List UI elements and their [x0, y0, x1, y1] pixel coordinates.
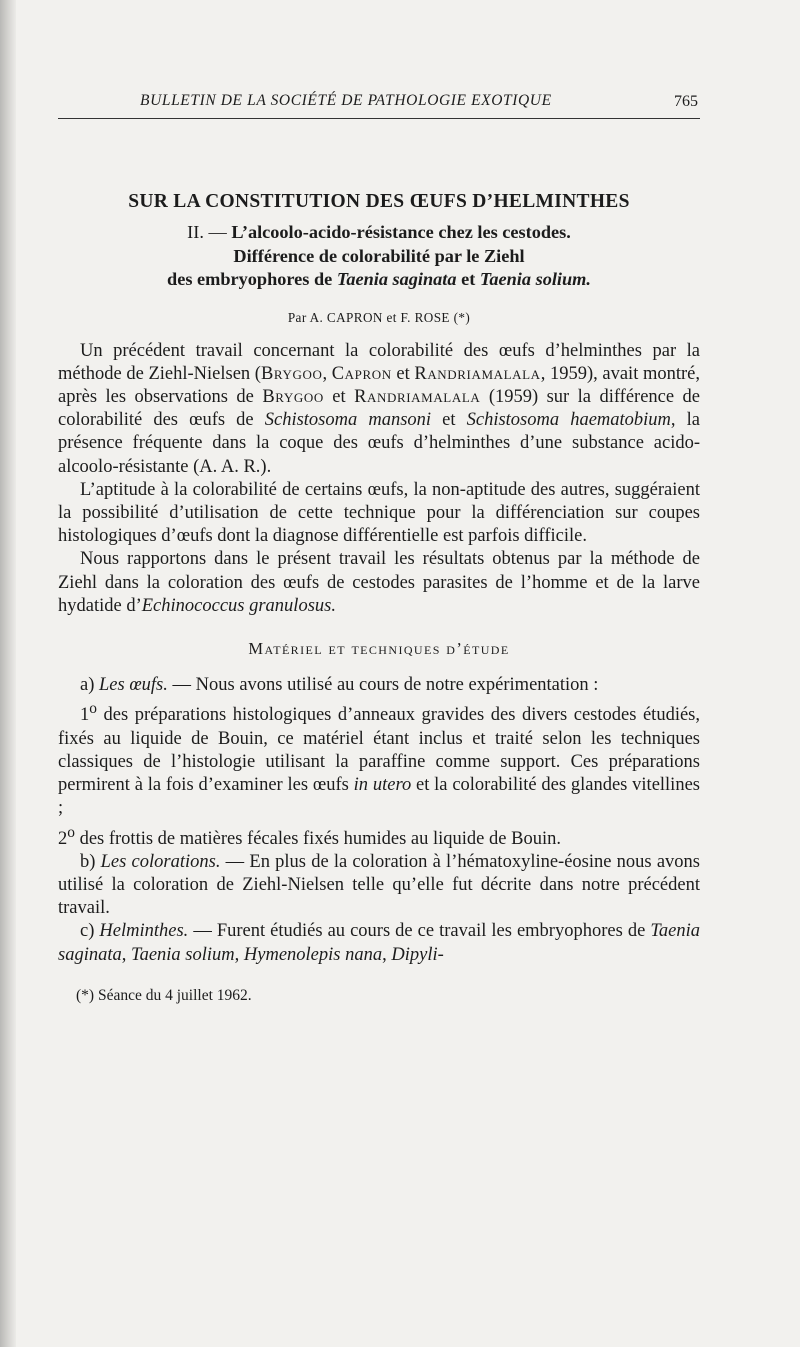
item-label: c) — [80, 921, 95, 942]
cited-author: Brygoo — [262, 386, 324, 407]
author-footnote-mark: (*) — [453, 309, 471, 325]
paragraph-eggs — [58, 674, 700, 697]
ordinal-suffix: o — [89, 700, 97, 718]
ordinal-number: 2 — [58, 828, 68, 849]
article-body — [58, 340, 700, 967]
footnote-mark: (*) — [76, 986, 95, 1004]
subtitle-conjunction: et — [461, 269, 476, 289]
text-run: Nous rapportons dans le présent travail les résultats obtenus par la méthode de Ziehl dans la coloration des œufs de cestodes parasites de l’homme et de la larve hydatide d’ — [58, 549, 700, 616]
species-name: Hymenolepis nana — [243, 944, 383, 965]
species-name: Dipyli- — [391, 944, 444, 965]
text-run: — Nous avons utilisé au cours de notre expérimentation : — [167, 675, 599, 696]
subtitle-line-2: Différence de colorabilité par le Ziehl — [233, 245, 525, 266]
text-run: , — [382, 944, 392, 965]
item-label: b) — [80, 851, 96, 872]
paragraph-stains — [58, 851, 700, 921]
cited-author: Capron — [331, 363, 392, 384]
page-number: 765 — [674, 93, 698, 110]
footnote — [58, 987, 700, 1005]
item-label: a) — [80, 675, 95, 696]
author-names: A. CAPRON et F. ROSE — [309, 309, 450, 325]
species-taenia-saginata: Taenia saginata — [336, 269, 457, 289]
ordinal-suffix: o — [67, 823, 75, 841]
journal-page — [58, 92, 700, 1005]
text-run: , — [234, 944, 244, 965]
footnote-text: Séance du 4 juillet 1962. — [97, 986, 252, 1004]
paragraph-aptitude: L’aptitude à la colorabilité de certains œufs, la non-aptitude des autres, suggéraient la possibilité d’utilisation de cette technique pour la différenciation sur coupes histologiques d’œufs dont la diagnose différentielle est parfois difficile. — [58, 479, 700, 547]
paragraph-histology — [58, 697, 700, 820]
page-gutter-shadow — [0, 0, 16, 1347]
paragraph-smears — [58, 821, 700, 851]
species-name: Schistosoma mansoni — [264, 410, 432, 431]
cited-author: Randriamalala — [414, 363, 541, 384]
species-name: Taenia solium — [130, 944, 235, 965]
cited-author: Randriamalala — [354, 386, 481, 407]
cited-author: Brygoo — [260, 363, 323, 384]
text-run: , — [121, 944, 131, 965]
paragraph-objective — [58, 548, 700, 618]
byline — [58, 310, 700, 326]
section-heading: Matériel et techniques d’étude — [248, 638, 510, 658]
article-title: SUR LA CONSTITUTION DES ŒUFS D’HELMINTHES — [128, 191, 630, 212]
subtitle-line-1-text: L’alcoolo-acido-résistance chez les cestodes. — [231, 222, 571, 242]
species-name: Echinococcus granulosus. — [141, 595, 336, 616]
item-title: Les colorations. — [100, 851, 221, 872]
text-run: Un précédent travail concernant la colorabilité des œufs d’helminthes par la méthode de Ziehl-Nielsen ( — [58, 340, 700, 384]
subtitle-line-3 — [58, 268, 700, 292]
text-run: et la colorabilité des glandes vitellines ; — [58, 775, 700, 819]
running-head — [58, 92, 700, 119]
article-subtitle — [58, 221, 700, 292]
text-run: et — [431, 410, 467, 431]
text-run: des préparations histologiques d’anneaux gravides des divers cestodes étudiés, fixés au liquide de Bouin, ce matériel étant inclus et traité selon les techniques classiques de l’histologie utilisant la paraffine comme support. Ces préparations permirent à la fois d’examiner les œufs — [58, 705, 700, 796]
text-run: et — [391, 363, 415, 384]
species-taenia-solium: Taenia solium. — [479, 269, 591, 289]
part-number: II. — — [187, 222, 227, 242]
subtitle-line-3-text: des embryophores de — [167, 269, 333, 289]
journal-title: BULLETIN DE LA SOCIÉTÉ DE PATHOLOGIE EXOTIQUE — [140, 92, 552, 109]
species-name: Schistosoma haematobium — [466, 410, 671, 431]
item-title: Helminthes. — [99, 921, 189, 942]
subtitle-line-1 — [58, 221, 700, 245]
byline-prefix: Par — [287, 309, 307, 325]
text-run: , la présence fréquente dans la coque des œufs d’helminthes d’une substance acido-alcoolo-résistante (A. A. R.). — [58, 410, 700, 477]
species-name: Taenia saginata — [58, 921, 701, 965]
text-run: — Furent étudiés au cours de ce travail les embryophores de — [188, 921, 651, 942]
text-run: , 1959), avait montré, après les observations de — [58, 363, 701, 407]
text-run: , — [322, 363, 332, 384]
paragraph-intro — [58, 340, 700, 479]
latin-term: in utero — [353, 775, 412, 796]
text-run: (1959) sur la différence de colorabilité des œufs de — [58, 386, 700, 431]
text-run: — En plus de la coloration à l’hématoxyline-éosine nous avons utilisé la coloration de Ziehl-Nielsen telle qu’elle fut décrite dans notre précédent travail. — [58, 851, 701, 919]
paragraph-helminths — [58, 920, 700, 966]
ordinal-number: 1 — [80, 705, 90, 726]
text-run: des frottis de matières fécales fixés humides au liquide de Bouin. — [74, 828, 561, 849]
item-title: Les œufs. — [99, 675, 168, 696]
text-run: et — [323, 386, 355, 407]
